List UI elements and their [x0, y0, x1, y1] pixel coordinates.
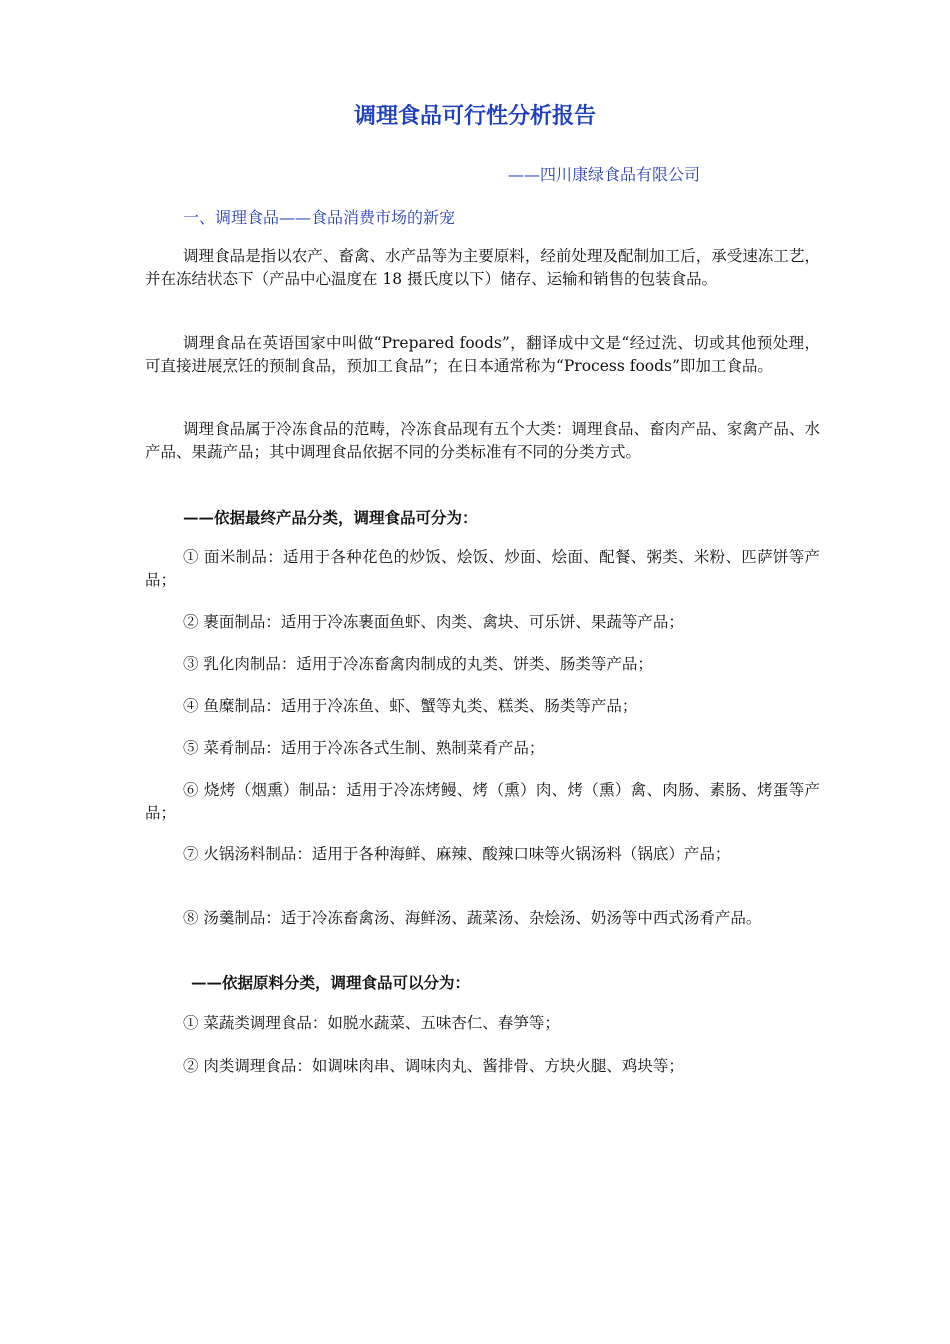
list-item: ④ 鱼糜制品：适用于冷冻鱼、虾、蟹等丸类、糕类、肠类等产品； [183, 697, 638, 715]
paragraph: 调理食品属于冷冻食品的范畴，冷冻食品现有五个大类：调理食品、畜肉产品、家禽产品、水产品、果蔬产品；其中调理食品依据不同的分类标准有不同的分类方式。 [145, 420, 820, 461]
list-item: ⑧ 汤羹制品：适于冷冻畜禽汤、海鲜汤、蔬菜汤、杂烩汤、奶汤等中西式汤肴产品。 [183, 909, 762, 927]
list-item: ⑤ 菜肴制品：适用于冷冻各式生制、熟制菜肴产品； [183, 739, 545, 757]
list-item: ⑥ 烧烤（烟熏）制品：适用于冷冻烤鳗、烤（熏）肉、烤（熏）禽、肉肠、素肠、烤蛋等产品； [145, 781, 820, 822]
section-heading: 一、调理食品——食品消费市场的新宠 [183, 208, 456, 227]
document-title: 调理食品可行性分析报告 [353, 104, 596, 129]
list-item: ① 菜蔬类调理食品：如脱水蔬菜、五味杏仁、春笋等； [183, 1014, 560, 1032]
classification-heading: ——依据原料分类，调理食品可以分为： [191, 973, 471, 992]
list-item: ② 裹面制品：适用于冷冻裹面鱼虾、肉类、禽块、可乐饼、果蔬等产品； [183, 613, 684, 631]
list-item: ① 面米制品：适用于各种花色的炒饭、烩饭、炒面、烩面、配餐、粥类、米粉、匹萨饼等产品； [145, 548, 820, 589]
paragraph: 调理食品是指以农产、畜禽、水产品等为主要原料，经前处理及配制加工后，承受速冻工艺，并在冻结状态下（产品中心温度在 18 摄氏度以下）储存、运输和销售的包装食品。 [145, 247, 820, 288]
list-item: ② 肉类调理食品：如调味肉串、调味肉丸、酱排骨、方块火腿、鸡块等； [183, 1057, 684, 1075]
paragraph: 调理食品在英语国家中叫做“Prepared foods”，翻译成中文是“经过洗、切或其他预处理，可直接进展烹饪的预制食品，预加工食品”；在日本通常称为“Process foods”即加工食品。 [145, 334, 820, 375]
list-item: ⑦ 火锅汤料制品：适用于各种海鲜、麻辣、酸辣口味等火锅汤料（锅底）产品； [183, 845, 731, 863]
document-subtitle: ——四川康绿食品有限公司 [508, 165, 701, 184]
classification-heading: ——依据最终产品分类，调理食品可分为： [183, 508, 478, 527]
list-item: ③ 乳化肉制品：适用于冷冻畜禽肉制成的丸类、饼类、肠类等产品； [183, 655, 653, 673]
